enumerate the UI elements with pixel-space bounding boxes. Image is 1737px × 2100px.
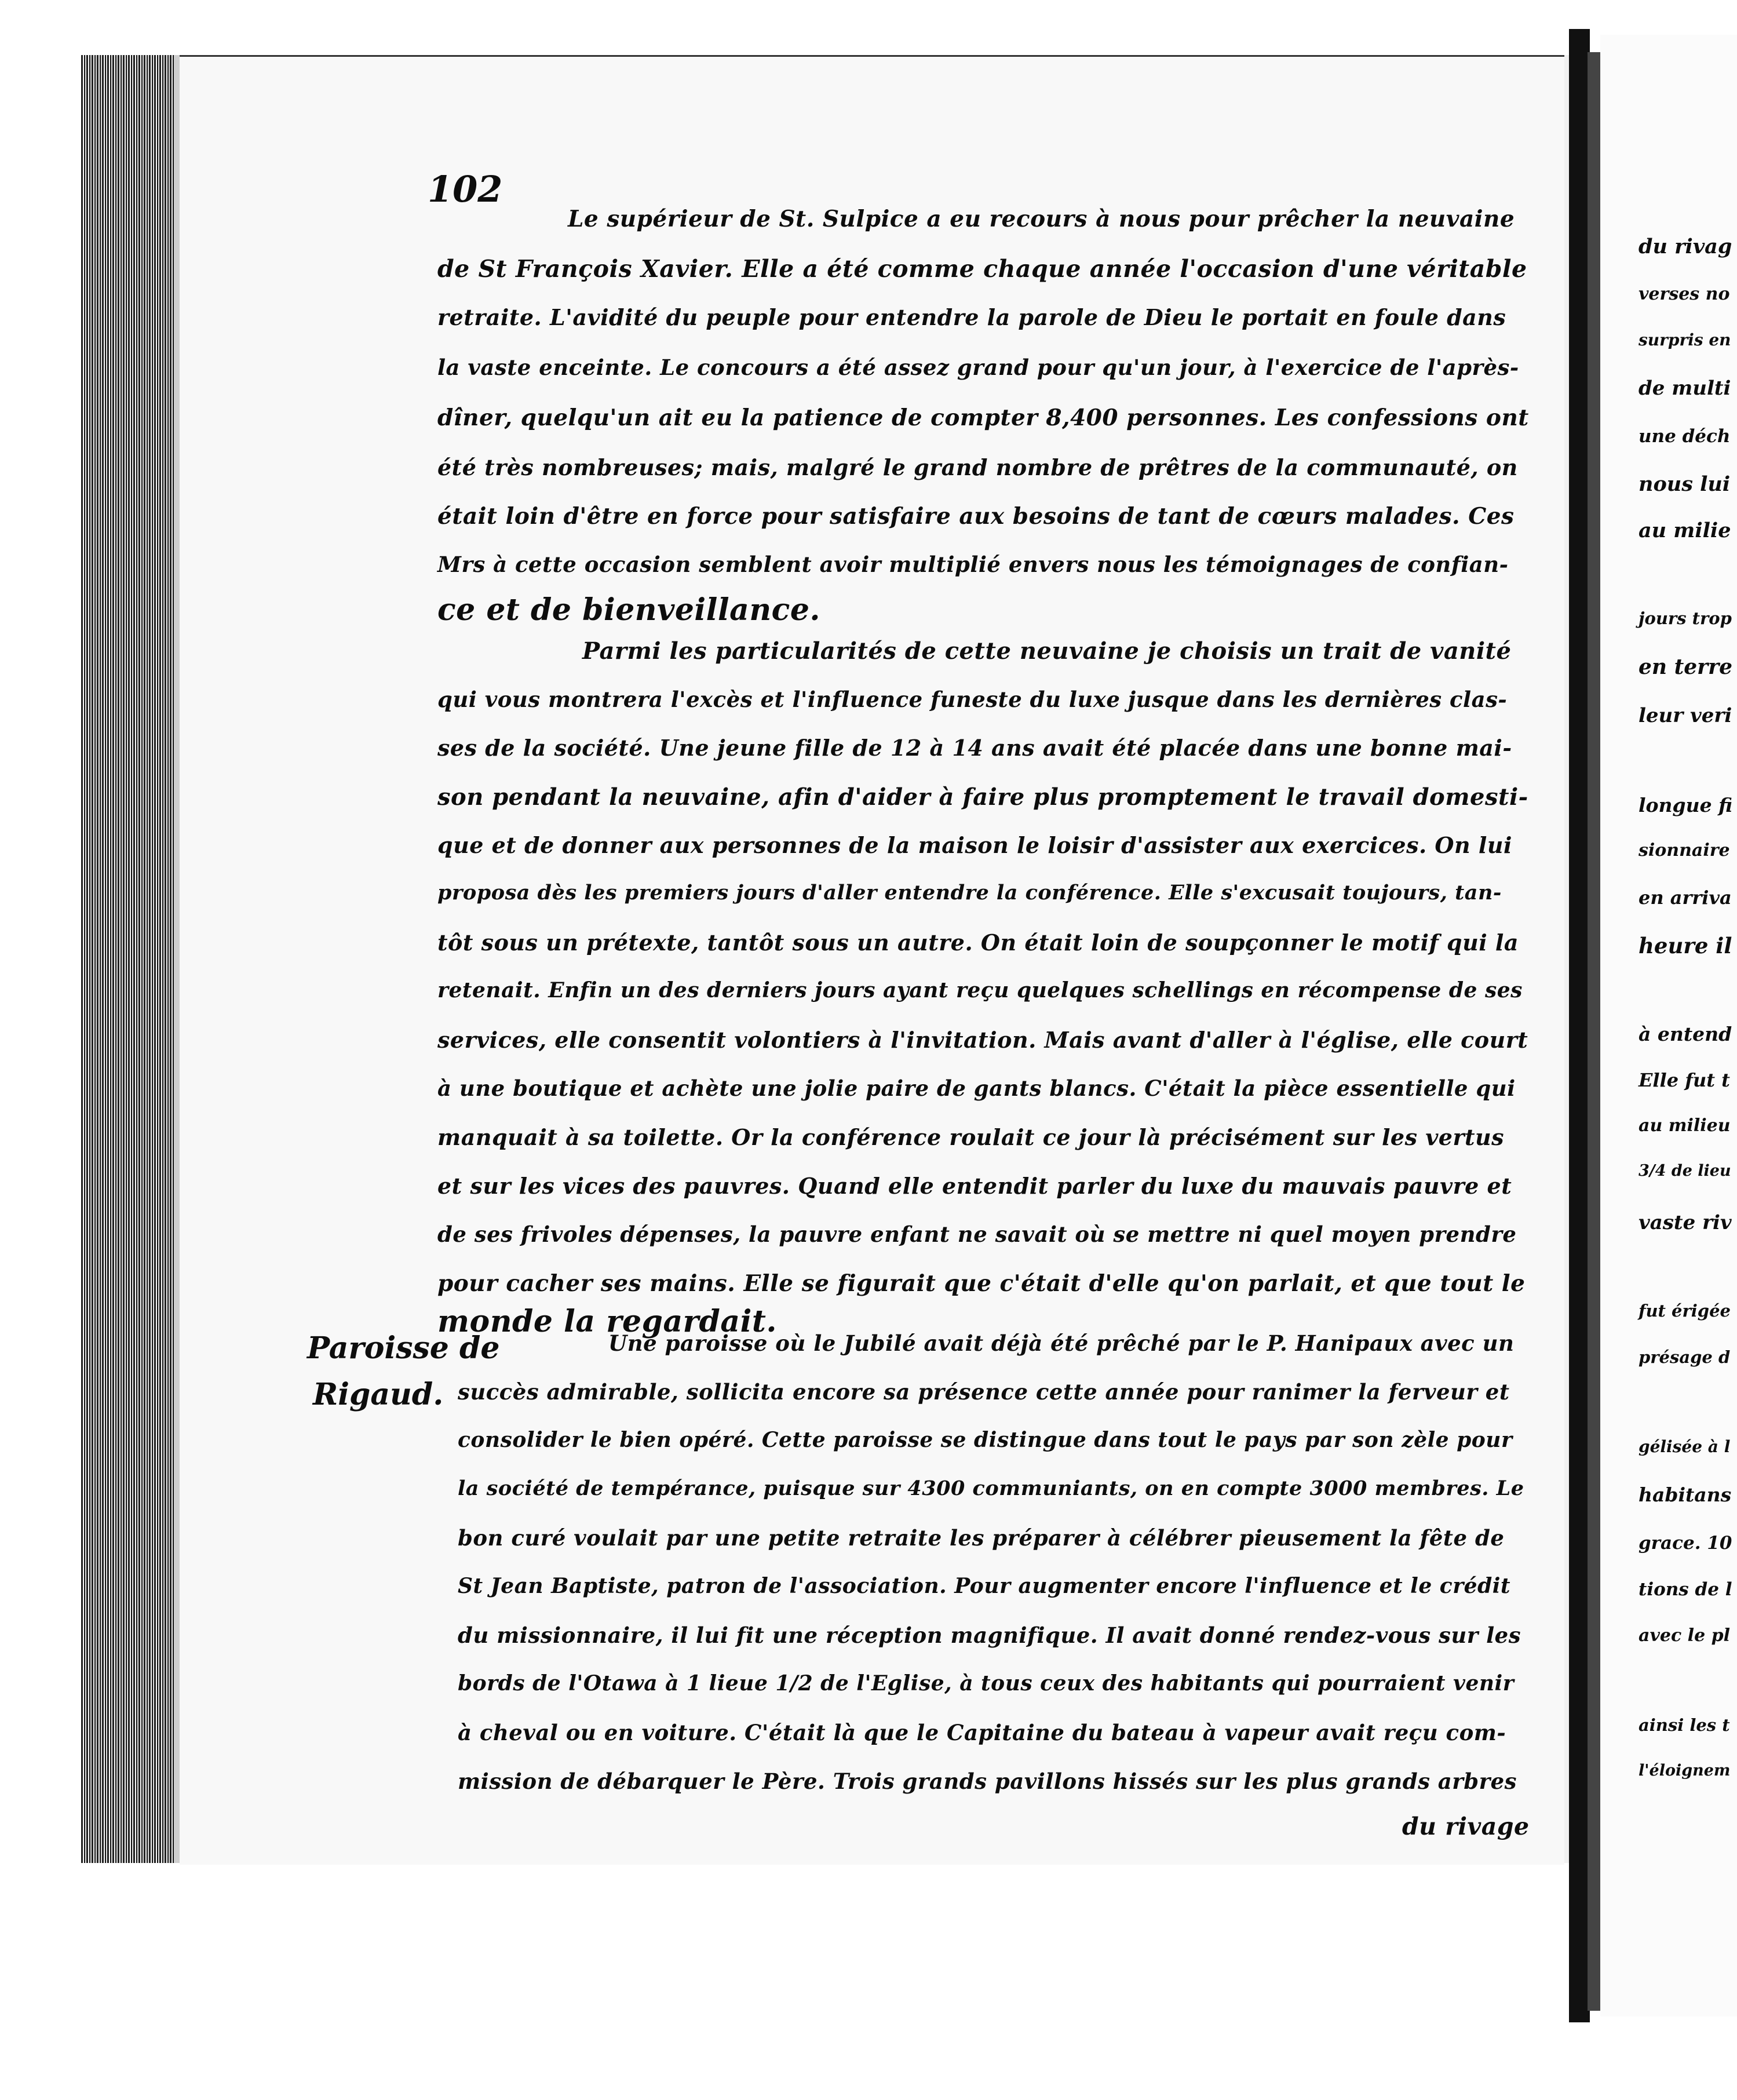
facing-text-line: leur veri <box>1639 704 1732 727</box>
text-line: de St François Xavier. Elle a été comme chaque année l'occasion d'une véritable <box>437 255 1527 283</box>
text-line: été très nombreuses; mais, malgré le grand nombre de prêtres de la communauté, on <box>437 454 1518 480</box>
facing-text-line: surpris en <box>1639 330 1731 349</box>
text-line: la vaste enceinte. Le concours a été assez grand pour qu'un jour, à l'exercice de l'après- <box>437 355 1519 380</box>
text-line: mission de débarquer le Père. Trois grands pavillons hissés sur les plus grands arbres <box>458 1769 1517 1794</box>
book-gutter-inner <box>1588 52 1600 2011</box>
text-line: bords de l'Otawa à 1 lieue 1/2 de l'Eglise, à tous ceux des habitants qui pourraient venir <box>458 1671 1515 1696</box>
facing-text-line: au milie <box>1639 519 1731 542</box>
text-line: était loin d'être en force pour satisfaire aux besoins de tant de cœurs malades. Ces <box>437 503 1515 530</box>
text-line: du missionnaire, il lui fit une réception magnifique. Il avait donné rendez-vous sur les <box>458 1623 1521 1648</box>
facing-text-line: Elle fut t <box>1639 1069 1730 1091</box>
margin-note-parish: Paroisse de <box>307 1330 500 1366</box>
text-line: succès admirable, sollicita encore sa présence cette année pour ranimer la ferveur et <box>458 1379 1510 1405</box>
text-line: Parmi les particularités de cette neuvaine je choisis un trait de vanité <box>582 637 1512 665</box>
text-line: pour cacher ses mains. Elle se figurait que c'était d'elle qu'on parlait, et que tout le <box>437 1270 1526 1297</box>
margin-note-rigaud: Rigaud. <box>313 1377 444 1412</box>
facing-text-line: sionnaire <box>1639 840 1730 861</box>
facing-text-line: nous lui <box>1639 472 1731 496</box>
facing-text-line: fut érigée <box>1639 1301 1731 1321</box>
text-line: services, elle consentit volontiers à l'invitation. Mais avant d'aller à l'église, elle court <box>437 1027 1528 1053</box>
text-line: bon curé voulait par une petite retraite les préparer à célébrer pieusement la fête de <box>458 1525 1505 1551</box>
facing-text-line: heure il <box>1639 933 1732 958</box>
text-line: qui vous montrera l'excès et l'influence funeste du luxe jusque dans les dernières clas- <box>437 687 1508 712</box>
text-line: ses de la société. Une jeune fille de 12 à 14 ans avait été placée dans une bonne mai- <box>437 735 1512 761</box>
text-line: proposa dès les premiers jours d'aller entendre la conférence. Elle s'excusait toujours, tan- <box>437 881 1502 905</box>
text-line: son pendant la neuvaine, afin d'aider à faire plus promptement le travail domesti- <box>437 783 1528 811</box>
facing-text-line: ainsi les t <box>1639 1715 1730 1735</box>
facing-text-line: à entend <box>1639 1023 1732 1045</box>
text-line: et sur les vices des pauvres. Quand elle entendit parler du luxe du mauvais pauvre et <box>437 1173 1512 1199</box>
text-line: dîner, quelqu'un ait eu la patience de compter 8,400 personnes. Les confessions ont <box>437 404 1529 431</box>
book-gutter <box>1569 29 1590 2022</box>
facing-text-line: verses no <box>1639 284 1730 304</box>
facing-text-line: jours trop <box>1639 608 1732 628</box>
facing-text-line: l'éloignem <box>1639 1762 1731 1780</box>
text-line: tôt sous un prétexte, tantôt sous un autre. On était loin de soupçonner le motif qui la <box>437 929 1519 956</box>
text-line: manquait à sa toilette. Or la conférence roulait ce jour là précisément sur les vertus <box>437 1124 1505 1150</box>
text-line: à cheval ou en voiture. C'était là que le Capitaine du bateau à vapeur avait reçu com- <box>458 1720 1506 1745</box>
text-line: ce et de bienveillance. <box>437 592 821 628</box>
facing-text-line: une déch <box>1639 426 1731 447</box>
facing-text-line: tions de l <box>1639 1579 1732 1600</box>
text-line: Mrs à cette occasion semblent avoir multiplié envers nous les témoignages de confian- <box>437 552 1509 577</box>
text-line: la société de tempérance, puisque sur 4300 communiants, on en compte 3000 membres. Le <box>458 1476 1524 1500</box>
facing-text-line: présage d <box>1639 1347 1731 1367</box>
facing-text-line: en arriva <box>1639 887 1732 909</box>
text-line: du rivage <box>1402 1813 1530 1840</box>
facing-text-line: vaste riv <box>1639 1211 1732 1234</box>
facing-text-line: au milieu <box>1639 1115 1731 1136</box>
facing-text-line: du rivag <box>1639 235 1732 258</box>
facing-text-line: de multi <box>1639 377 1731 400</box>
text-line: consolider le bien opéré. Cette paroisse se distingue dans tout le pays par son zèle pour <box>458 1428 1513 1452</box>
text-line: St Jean Baptiste, patron de l'association. Pour augmenter encore l'influence et le crédit <box>458 1574 1511 1598</box>
facing-text-line: 3/4 de lieu <box>1639 1162 1731 1180</box>
text-line: Le supérieur de St. Sulpice a eu recours à nous pour prêcher la neuvaine <box>568 206 1515 232</box>
facing-text-line: grace. 10 <box>1639 1533 1732 1554</box>
text-line: Une paroisse où le Jubilé avait déjà été prêché par le P. Hanipaux avec un <box>608 1330 1515 1356</box>
page-edge-stack <box>81 55 180 1863</box>
text-line: de ses frivoles dépenses, la pauvre enfant ne savait où se mettre ni quel moyen prendre <box>437 1222 1517 1247</box>
facing-text-line: longue fi <box>1639 794 1733 816</box>
text-line: monde la regardait. <box>437 1304 777 1339</box>
facing-text-line: gélisée à l <box>1639 1437 1731 1456</box>
facing-text-line: avec le pl <box>1639 1625 1730 1646</box>
text-line: retenait. Enfin un des derniers jours ayant reçu quelques schellings en récompense de ses <box>437 978 1523 1002</box>
text-line: que et de donner aux personnes de la maison le loisir d'assister aux exercices. On lui <box>437 832 1512 858</box>
text-line: retraite. L'avidité du peuple pour entendre la parole de Dieu le portait en foule dans <box>437 304 1506 330</box>
facing-text-line: habitans <box>1639 1483 1732 1506</box>
text-line: à une boutique et achète une jolie paire de gants blancs. C'était la pièce essentielle qui <box>437 1075 1516 1101</box>
facing-text-line: en terre <box>1639 655 1732 679</box>
page-number: 102 <box>428 168 503 210</box>
